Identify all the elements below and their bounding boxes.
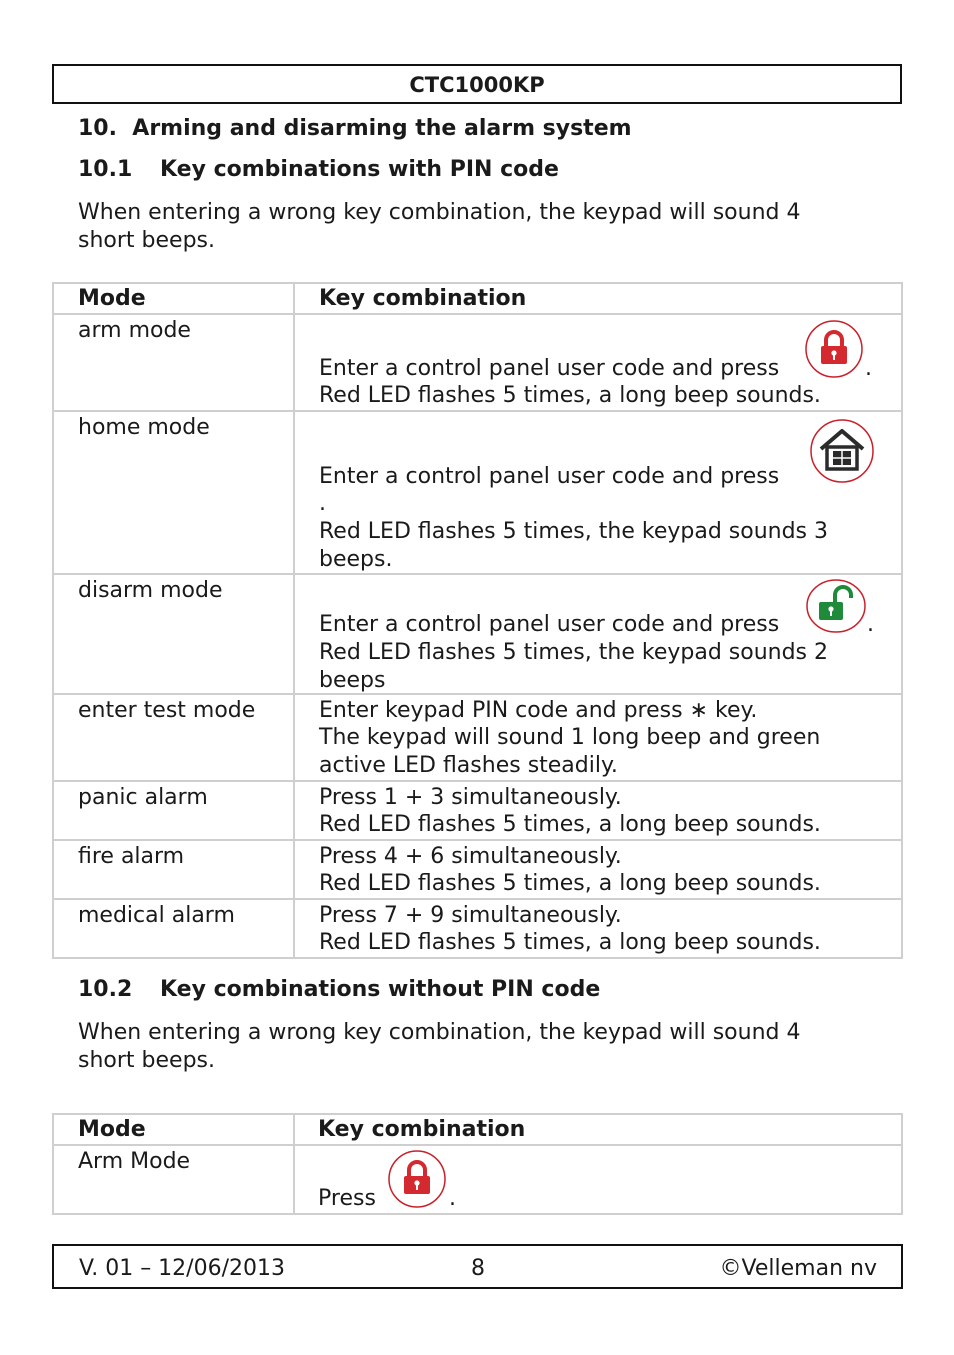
table-row [53,314,902,411]
key-cell [294,314,902,411]
table-header-row [53,1114,902,1145]
key-cell [294,899,902,958]
home-icon [809,418,875,484]
intro-line: short beeps. [78,228,215,253]
instruction-line: Red LED flashes 5 times, the keypad sounds 2 [319,639,828,665]
lock-closed-icon [804,319,864,379]
table-row [53,694,902,781]
subsection-heading-10-1 [78,157,559,182]
document-footer [52,1244,903,1289]
mode-cell: disarm mode [53,574,294,694]
subsection-title: Key combinations without PIN code [160,977,601,1002]
instruction-line: beeps [319,667,386,693]
subsection-title: Key combinations with PIN code [160,157,559,182]
table-row [53,840,902,899]
mode-cell: arm mode [53,314,294,411]
intro-line: short beeps. [78,1048,215,1073]
instruction-line: Red LED flashes 5 times, a long beep sounds. [319,871,821,896]
instruction-line: Press [318,1186,376,1211]
key-cell [294,411,902,574]
instruction-line: Press 7 + 9 simultaneously. [319,902,622,928]
instruction-line: Enter a control panel user code and press [319,611,780,637]
key-cell [294,781,902,840]
period: . [865,355,872,381]
intro-line: When entering a wrong key combination, the keypad will sound 4 [78,200,801,225]
instruction-line: Red LED flashes 5 times, a long beep sounds. [319,382,821,408]
instruction-line: Enter keypad PIN code and press ∗ key. [319,697,758,723]
intro-paragraph-1 [78,199,858,255]
instruction-line: Red LED flashes 5 times, the keypad sounds 3 [319,518,828,544]
key-combination-table-pin [52,282,903,959]
column-header-key: Key combination [294,1114,902,1145]
column-header-mode: Mode [53,1114,294,1145]
copyright-text: ©Velleman nv [719,1256,877,1281]
mode-cell: home mode [53,411,294,574]
table-row [53,899,902,958]
mode-cell: enter test mode [53,694,294,781]
key-cell [294,694,902,781]
lock-open-icon [805,578,867,634]
table-row [53,1145,902,1214]
instruction-line: The keypad will sound 1 long beep and green [319,725,821,750]
lock-closed-icon [387,1149,447,1209]
document-header [52,64,902,104]
mode-cell: panic alarm [53,781,294,840]
column-header-mode: Mode [53,283,294,314]
table-header-row [53,283,902,314]
key-cell [294,574,902,694]
instruction-line: active LED flashes steadily. [319,752,618,778]
mode-cell: medical alarm [53,899,294,958]
section-heading: 10. Arming and disarming the alarm system [78,116,632,141]
instruction-line: Press 4 + 6 simultaneously. [319,843,622,869]
page-number: 8 [471,1256,485,1281]
intro-paragraph-2 [78,1019,858,1075]
column-header-key: Key combination [294,283,902,314]
subsection-number: 10.2 [78,977,133,1002]
document-title: CTC1000KP [409,73,545,97]
instruction-line: Enter a control panel user code and press [319,463,780,489]
table-row [53,574,902,694]
intro-line: When entering a wrong key combination, the keypad will sound 4 [78,1020,801,1045]
instruction-line: beeps. [319,546,393,572]
key-combination-table-no-pin [52,1113,903,1215]
period: . [867,611,874,637]
instruction-line: Enter a control panel user code and press [319,355,780,381]
key-cell [294,840,902,899]
instruction-line: Red LED flashes 5 times, a long beep sounds. [319,930,821,955]
table-row [53,781,902,840]
mode-cell: Arm Mode [53,1145,294,1214]
period: . [319,490,326,516]
key-cell [294,1145,902,1214]
table-row [53,411,902,574]
subsection-number: 10.1 [78,157,133,182]
instruction-line: Red LED flashes 5 times, a long beep sounds. [319,812,821,837]
period: . [449,1186,456,1211]
version-text: V. 01 – 12/06/2013 [79,1256,285,1281]
mode-cell: fire alarm [53,840,294,899]
instruction-line: Press 1 + 3 simultaneously. [319,784,622,810]
subsection-heading-10-2 [78,977,600,1002]
